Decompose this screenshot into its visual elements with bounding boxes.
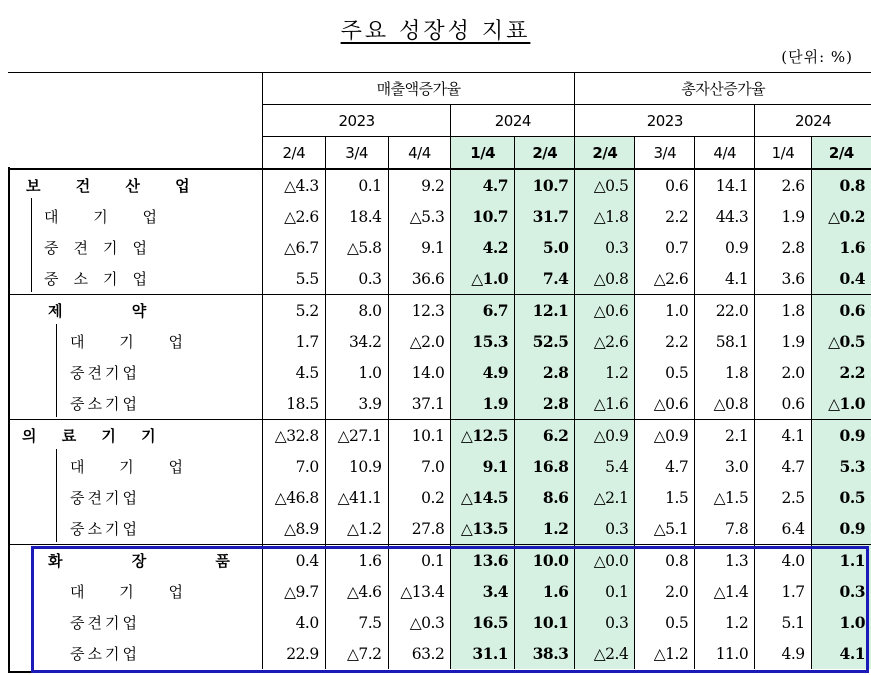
table-row-subcategory — [8, 326, 871, 357]
table-cell: 10.7 — [515, 169, 575, 201]
table-title: 주요 성장성 지표 — [340, 19, 531, 44]
row-label — [8, 545, 262, 577]
table-body — [8, 169, 871, 669]
header-quarter: 2/4 — [575, 137, 635, 170]
table-cell: 2.2 — [635, 326, 695, 357]
header-year: 2024 — [755, 105, 871, 137]
table-cell: 12.3 — [388, 295, 451, 327]
table-cell: 31.7 — [515, 201, 575, 232]
header-group-sales-growth: 매출액증가율 — [262, 73, 574, 105]
table-cell: 1.3 — [695, 545, 755, 577]
table-row-subcategory — [8, 638, 871, 669]
table-cell: △1.2 — [635, 638, 695, 669]
table-row-subcategory — [8, 607, 871, 638]
table-cell: △2.6 — [635, 263, 695, 295]
row-label-text: 중소기업 — [70, 645, 140, 663]
table-cell: 3.0 — [695, 451, 755, 482]
table-cell: 0.6 — [811, 295, 871, 327]
table-cell: 1.7 — [755, 576, 811, 607]
row-label-text: 중견기업 — [70, 614, 140, 632]
table-cell: △2.6 — [575, 326, 635, 357]
table-cell: 0.1 — [325, 169, 388, 201]
table-cell: △13.5 — [451, 513, 515, 545]
table-cell: 6.4 — [755, 513, 811, 545]
table-cell: 0.3 — [575, 513, 635, 545]
table-cell: 0.3 — [325, 263, 388, 295]
table-cell: 22.0 — [695, 295, 755, 327]
table-cell: 2.8 — [755, 232, 811, 263]
table-cell: △0.6 — [635, 388, 695, 420]
table-cell: 0.6 — [635, 169, 695, 201]
row-label — [8, 232, 262, 263]
table-cell: 0.8 — [635, 545, 695, 577]
table-row-subcategory — [8, 482, 871, 513]
table-cell: 4.1 — [755, 420, 811, 452]
row-label-text: 중견기업 — [70, 364, 140, 382]
table-cell: 16.8 — [515, 451, 575, 482]
table-cell: 5.0 — [515, 232, 575, 263]
header-corner — [8, 73, 262, 170]
row-label-text: 대 기 업 — [44, 208, 173, 226]
row-label — [8, 326, 262, 357]
table-row-subcategory — [8, 451, 871, 482]
table-cell: 1.9 — [451, 388, 515, 420]
table-cell: 36.6 — [388, 263, 451, 295]
table-cell: △4.3 — [262, 169, 325, 201]
table-cell: 6.7 — [451, 295, 515, 327]
table-cell: △5.3 — [388, 201, 451, 232]
table-cell: 0.4 — [262, 545, 325, 577]
table-cell: △13.4 — [388, 576, 451, 607]
table-cell: 6.2 — [515, 420, 575, 452]
table-cell: 5.3 — [811, 451, 871, 482]
table-cell: 4.2 — [451, 232, 515, 263]
row-label-text: 중견기업 — [44, 239, 162, 257]
table-cell: △1.0 — [811, 388, 871, 420]
header-quarter: 1/4 — [755, 137, 811, 170]
table-cell: △8.9 — [262, 513, 325, 545]
row-label — [8, 513, 262, 545]
header-quarter: 2/4 — [515, 137, 575, 170]
table-cell: 3.6 — [755, 263, 811, 295]
row-label — [8, 482, 262, 513]
table-cell: 2.0 — [635, 576, 695, 607]
table-cell: 1.9 — [755, 201, 811, 232]
table-cell: 14.1 — [695, 169, 755, 201]
table-cell: 1.6 — [515, 576, 575, 607]
row-label — [8, 169, 262, 201]
table-cell: 1.8 — [755, 295, 811, 327]
row-label — [8, 295, 262, 327]
table-cell: △0.9 — [575, 420, 635, 452]
table-cell: 4.5 — [262, 357, 325, 388]
table-cell: 9.1 — [451, 451, 515, 482]
table-cell: △0.5 — [811, 326, 871, 357]
table-cell: △14.5 — [451, 482, 515, 513]
table-row-subcategory — [8, 357, 871, 388]
row-label-text: 중소기업 — [70, 520, 140, 538]
table-cell: 2.2 — [811, 357, 871, 388]
table-cell: △0.8 — [575, 263, 635, 295]
table-cell: 0.9 — [695, 232, 755, 263]
table-row-subcategory — [8, 201, 871, 232]
table-cell: △9.7 — [262, 576, 325, 607]
table-cell: 0.8 — [811, 169, 871, 201]
table-cell: 7.0 — [262, 451, 325, 482]
table-row-category — [8, 169, 871, 201]
table-cell: △0.8 — [695, 388, 755, 420]
table-cell: 4.9 — [755, 638, 811, 669]
row-label — [8, 607, 262, 638]
table-cell: 1.2 — [515, 513, 575, 545]
table-cell: 4.7 — [755, 451, 811, 482]
table-cell: 5.5 — [262, 263, 325, 295]
table-cell: 4.1 — [695, 263, 755, 295]
row-label-text: 중소기업 — [44, 270, 162, 288]
header-quarter: 3/4 — [325, 137, 388, 170]
row-label-text: 보 건 산 업 — [26, 177, 205, 195]
header-quarter: 2/4 — [811, 137, 871, 170]
table-cell: 52.5 — [515, 326, 575, 357]
table-cell: △0.6 — [575, 295, 635, 327]
table-cell: 14.0 — [388, 357, 451, 388]
table-cell: 2.1 — [695, 420, 755, 452]
table-cell: △4.6 — [325, 576, 388, 607]
table-cell: 4.7 — [451, 169, 515, 201]
table-cell: 44.3 — [695, 201, 755, 232]
table-cell: △0.2 — [811, 201, 871, 232]
table-cell: 1.8 — [695, 357, 755, 388]
row-label — [8, 357, 262, 388]
table-cell: △2.0 — [388, 326, 451, 357]
table-cell: 7.4 — [515, 263, 575, 295]
table-cell: 38.3 — [515, 638, 575, 669]
table-cell: 2.8 — [515, 357, 575, 388]
table-cell: △0.3 — [388, 607, 451, 638]
table-cell: 8.6 — [515, 482, 575, 513]
table-cell: △32.8 — [262, 420, 325, 452]
table-cell: 5.1 — [755, 607, 811, 638]
table-cell: 3.9 — [325, 388, 388, 420]
table-cell: 1.6 — [811, 232, 871, 263]
header-quarter: 1/4 — [451, 137, 515, 170]
table-cell: △5.8 — [325, 232, 388, 263]
table-cell: 0.5 — [635, 607, 695, 638]
table-cell: △12.5 — [451, 420, 515, 452]
table-cell: 63.2 — [388, 638, 451, 669]
header-quarter: 4/4 — [695, 137, 755, 170]
table-cell: 0.6 — [755, 388, 811, 420]
table-cell: 1.2 — [575, 357, 635, 388]
table-row-subcategory — [8, 513, 871, 545]
table-row-category — [8, 420, 871, 452]
table-cell: △6.7 — [262, 232, 325, 263]
header-year: 2023 — [262, 105, 450, 137]
table-cell: △0.5 — [575, 169, 635, 201]
table-cell: 1.5 — [635, 482, 695, 513]
table-row-subcategory — [8, 232, 871, 263]
table-row-category — [8, 295, 871, 327]
table-cell: 0.4 — [811, 263, 871, 295]
table-cell: 1.0 — [325, 357, 388, 388]
table-cell: △27.1 — [325, 420, 388, 452]
row-label-text: 대 기 업 — [70, 333, 199, 351]
table-cell: 1.0 — [811, 607, 871, 638]
row-label-text: 대 기 업 — [70, 458, 199, 476]
unit-note: (단위: %) — [781, 48, 853, 66]
table-cell: 5.2 — [262, 295, 325, 327]
table-cell: 2.8 — [515, 388, 575, 420]
table-cell: △41.1 — [325, 482, 388, 513]
table-cell: 1.2 — [695, 607, 755, 638]
table-cell: 10.1 — [515, 607, 575, 638]
table-cell: △1.8 — [575, 201, 635, 232]
table-cell: 10.9 — [325, 451, 388, 482]
row-label-text: 화 장 품 — [48, 552, 262, 570]
table-cell: 4.1 — [811, 638, 871, 669]
table-cell: 0.3 — [811, 576, 871, 607]
table-cell: 4.0 — [262, 607, 325, 638]
table-cell: 0.3 — [575, 232, 635, 263]
table-cell: △0.0 — [575, 545, 635, 577]
row-label — [8, 388, 262, 420]
table-cell: 1.6 — [325, 545, 388, 577]
row-label — [8, 420, 262, 452]
table-cell: 0.9 — [811, 513, 871, 545]
table-cell: △2.4 — [575, 638, 635, 669]
row-label-text: 대 기 업 — [70, 583, 199, 601]
row-label-text: 제 약 — [48, 302, 179, 320]
table-cell: △0.9 — [635, 420, 695, 452]
table-cell: 2.2 — [635, 201, 695, 232]
table-cell: 7.8 — [695, 513, 755, 545]
table-cell: 2.5 — [755, 482, 811, 513]
table-cell: 1.7 — [262, 326, 325, 357]
table-cell: 10.7 — [451, 201, 515, 232]
table-cell: 0.7 — [635, 232, 695, 263]
table-row-subcategory — [8, 388, 871, 420]
table-cell: △2.1 — [575, 482, 635, 513]
table-cell: △1.5 — [695, 482, 755, 513]
table-cell: 0.2 — [388, 482, 451, 513]
table-cell: 15.3 — [451, 326, 515, 357]
table-cell: 58.1 — [695, 326, 755, 357]
row-label — [8, 576, 262, 607]
table-row-category — [8, 545, 871, 577]
table-cell: 7.0 — [388, 451, 451, 482]
table-cell: 18.5 — [262, 388, 325, 420]
table-cell: 4.0 — [755, 545, 811, 577]
table-cell: △1.6 — [575, 388, 635, 420]
table-cell: 10.1 — [388, 420, 451, 452]
table-cell: 16.5 — [451, 607, 515, 638]
header-quarter: 3/4 — [635, 137, 695, 170]
table-cell: 37.1 — [388, 388, 451, 420]
table-cell: 0.1 — [575, 576, 635, 607]
table-cell: 0.5 — [811, 482, 871, 513]
table-cell: 8.0 — [325, 295, 388, 327]
growth-indicators-table — [8, 72, 871, 669]
table-cell: △1.4 — [695, 576, 755, 607]
header-quarter: 2/4 — [262, 137, 325, 170]
table-cell: 31.1 — [451, 638, 515, 669]
table-cell: 7.5 — [325, 607, 388, 638]
table-cell: 2.6 — [755, 169, 811, 201]
table-cell: △5.1 — [635, 513, 695, 545]
table-cell: 1.9 — [755, 326, 811, 357]
table-cell: 22.9 — [262, 638, 325, 669]
table-cell: △2.6 — [262, 201, 325, 232]
table-cell: 1.0 — [635, 295, 695, 327]
row-label — [8, 263, 262, 295]
table-cell: 3.4 — [451, 576, 515, 607]
table-cell: 0.1 — [388, 545, 451, 577]
table-cell: 4.7 — [635, 451, 695, 482]
table-cell: △46.8 — [262, 482, 325, 513]
table-cell: 2.0 — [755, 357, 811, 388]
table-cell: △1.0 — [451, 263, 515, 295]
table-cell: 12.1 — [515, 295, 575, 327]
row-label — [8, 451, 262, 482]
table-cell: 1.1 — [811, 545, 871, 577]
table-row-subcategory — [8, 576, 871, 607]
header-group-asset-growth: 총자산증가율 — [575, 73, 871, 105]
table-cell: 4.9 — [451, 357, 515, 388]
table-cell: △1.2 — [325, 513, 388, 545]
header-quarter: 4/4 — [388, 137, 451, 170]
table-cell: 9.2 — [388, 169, 451, 201]
table-row-subcategory — [8, 263, 871, 295]
table-cell: 18.4 — [325, 201, 388, 232]
table-cell: △7.2 — [325, 638, 388, 669]
table-cell: 5.4 — [575, 451, 635, 482]
table-cell: 0.5 — [635, 357, 695, 388]
header-year: 2023 — [575, 105, 755, 137]
row-label-text: 중소기업 — [70, 395, 140, 413]
row-label-text: 중견기업 — [70, 489, 140, 507]
row-label-text: 의 료 기 기 — [22, 427, 166, 445]
table-cell: 27.8 — [388, 513, 451, 545]
table-cell: 10.0 — [515, 545, 575, 577]
table-cell: 0.3 — [575, 607, 635, 638]
table-cell: 0.9 — [811, 420, 871, 452]
table-cell: 13.6 — [451, 545, 515, 577]
table-cell: 11.0 — [695, 638, 755, 669]
row-label — [8, 201, 262, 232]
row-label — [8, 638, 262, 669]
header-year: 2024 — [451, 105, 575, 137]
table-cell: 34.2 — [325, 326, 388, 357]
table-cell: 9.1 — [388, 232, 451, 263]
